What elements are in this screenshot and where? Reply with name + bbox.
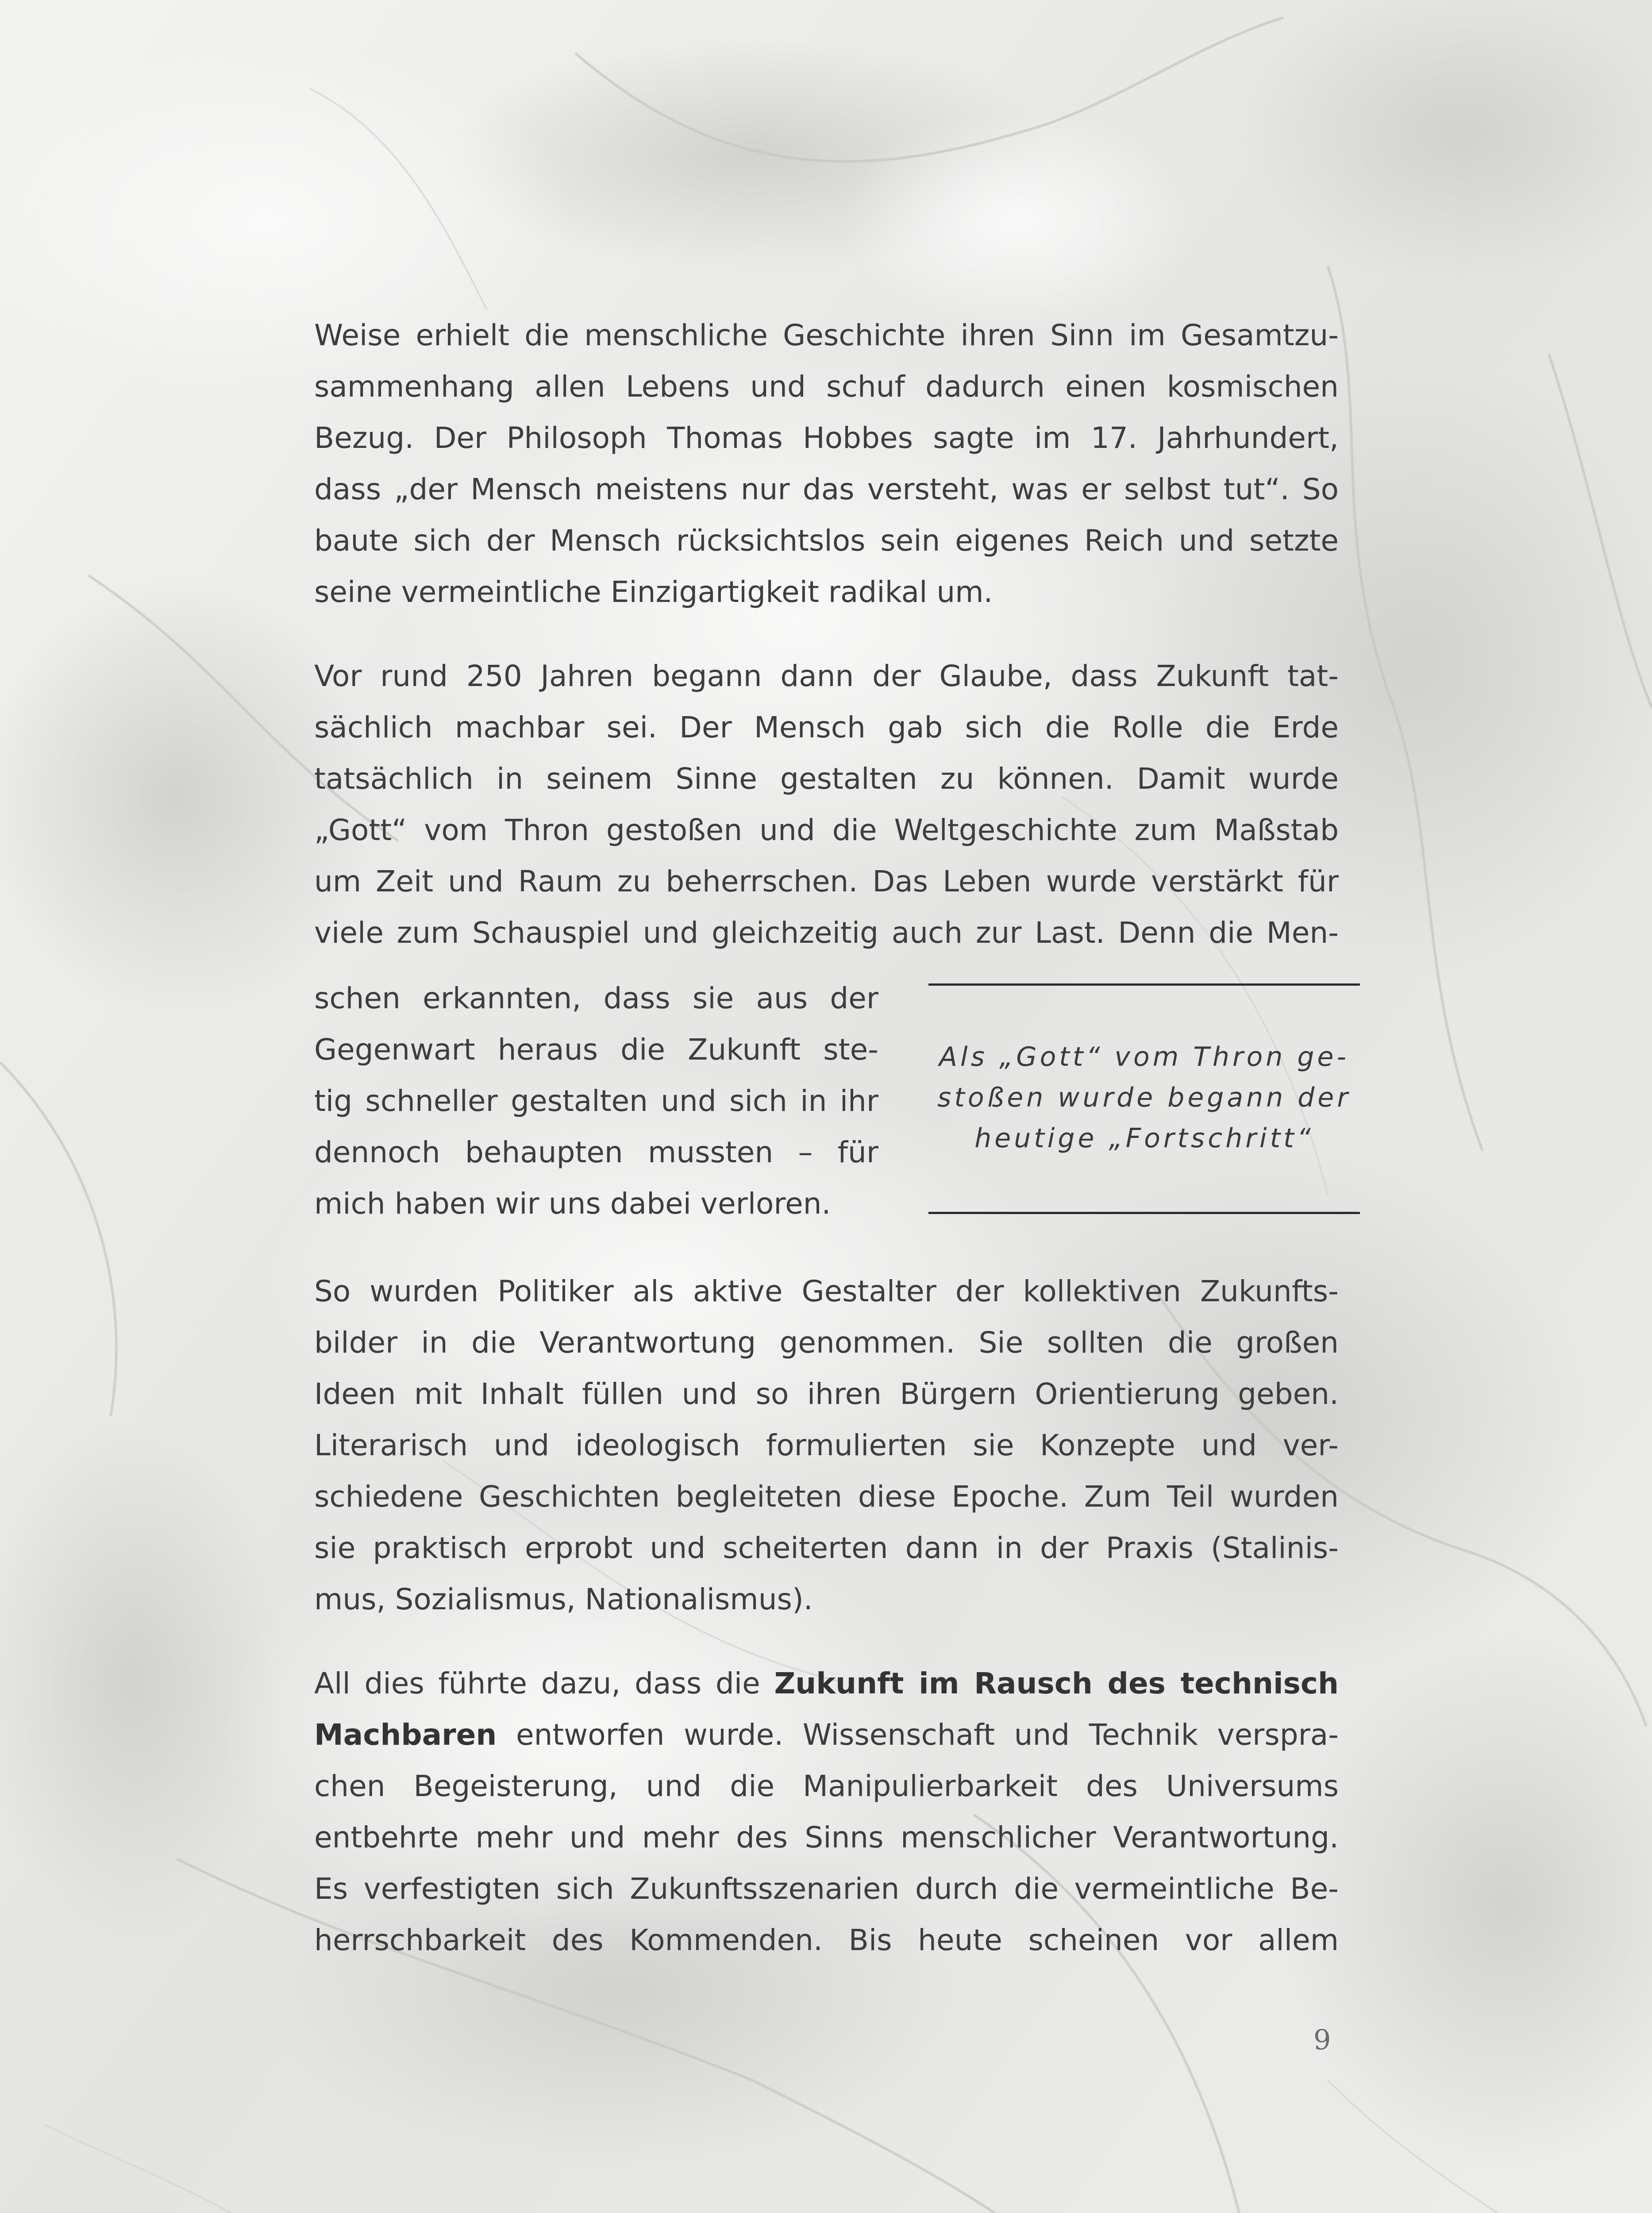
paragraph-4 (314, 1658, 1339, 1966)
paragraph-2-narrow-block (314, 973, 878, 1230)
paragraph-4-bold-phrase: Zukunft im Rausch des technisch (774, 1666, 1339, 1700)
paragraph-2-narrow-line: schen erkannten, dass sie aus der (314, 981, 878, 1015)
paragraph-2-line: Vor rund 250 Jahren begann dann der Glaube, dass Zukunft tat- (314, 659, 1339, 693)
paragraph-4-line: Es verfestigten sich Zukunftsszenarien durch die vermeintliche Be- (314, 1872, 1339, 1906)
paragraph-3-line: bilder in die Verantwortung genommen. Sie sollten die großen (314, 1326, 1339, 1360)
page-number: 9 (1313, 2024, 1331, 2056)
paragraph-4-line: herrschbarkeit des Kommenden. Bis heute scheinen vor allem (314, 1923, 1339, 1957)
paragraph-4-line-2-rest: entworfen wurde. Wissenschaft und Technik verspra- (497, 1718, 1339, 1752)
pull-quote (928, 983, 1360, 1214)
paragraph-2-line: um Zeit und Raum zu beherrschen. Das Leben wurde verstärkt für (314, 864, 1339, 898)
pull-quote-top-rule (928, 983, 1360, 986)
paragraph-2-narrow-line: tig schneller gestalten und sich in ihr (314, 1084, 878, 1118)
paragraph-3-line: mus, Sozialismus, Nationalismus). (314, 1582, 813, 1616)
paragraph-1-line: seine vermeintliche Einzigartigkeit radikal um. (314, 575, 993, 609)
paragraph-3-line: schiedene Geschichten begleiteten diese Epoche. Zum Teil wurden (314, 1480, 1339, 1514)
body-text-lower (314, 1266, 1339, 1966)
pull-quote-text (928, 1037, 1360, 1159)
paragraph-2-line: „Gott“ vom Thron gestoßen und die Weltgeschichte zum Maßstab (314, 813, 1339, 847)
paragraph-3 (314, 1266, 1339, 1625)
paragraph-4-line: chen Begeisterung, und die Manipulierbarkeit des Universums (314, 1769, 1339, 1803)
paragraph-3-line: So wurden Politiker als aktive Gestalter der kollektiven Zukunfts- (314, 1274, 1339, 1308)
paragraph-1-line: sammenhang allen Lebens und schuf dadurch einen kosmischen (314, 370, 1339, 404)
paragraph-1-line: baute sich der Mensch rücksichtslos sein eigenes Reich und setzte (314, 524, 1339, 558)
paragraph-2-narrow-line: mich haben wir uns dabei verloren. (314, 1187, 831, 1221)
body-text-upper (314, 310, 1339, 959)
pull-quote-bottom-rule (928, 1212, 1360, 1214)
paragraph-2-line: tatsächlich in seinem Sinne gestalten zu können. Damit wurde (314, 762, 1339, 796)
paragraph-3-line: sie praktisch erprobt und scheiterten dann in der Praxis (Stalinis- (314, 1531, 1339, 1565)
pull-quote-line: stoßen wurde begann der (937, 1082, 1351, 1113)
paragraph-4-bold-phrase: Machbaren (314, 1718, 497, 1752)
paragraph-4-line: entbehrte mehr und mehr des Sinns menschlicher Verantwortung. (314, 1820, 1339, 1854)
paragraph-2 (314, 651, 1339, 959)
paragraph-4-line-1-prefix: All dies führte dazu, dass die (314, 1666, 774, 1700)
paragraph-2-narrow-line: Gegenwart heraus die Zukunft ste- (314, 1033, 878, 1067)
paragraph-1 (314, 310, 1339, 618)
paragraph-3-line: Ideen mit Inhalt füllen und so ihren Bürgern Orientierung geben. (314, 1377, 1339, 1411)
paragraph-4-line (314, 1658, 1339, 1709)
paragraph-1-line: Bezug. Der Philosoph Thomas Hobbes sagte im 17. Jahrhundert, (314, 421, 1339, 455)
paragraph-1-line: Weise erhielt die menschliche Geschichte ihren Sinn im Gesamtzu- (314, 318, 1339, 352)
paragraph-3-line: Literarisch und ideologisch formulierten sie Konzepte und ver- (314, 1428, 1339, 1462)
pull-quote-line: heutige „Fortschritt“ (974, 1123, 1314, 1154)
pull-quote-line: Als „Gott“ vom Thron ge- (939, 1041, 1350, 1072)
paragraph-2-narrow-line: dennoch behaupten mussten – für (314, 1135, 878, 1169)
paragraph-2-line: viele zum Schauspiel und gleichzeitig auch zur Last. Denn die Men- (314, 916, 1339, 950)
paragraph-4-line (314, 1709, 1339, 1761)
paragraph-2-line: sächlich machbar sei. Der Mensch gab sich die Rolle die Erde (314, 710, 1339, 744)
paragraph-1-line: dass „der Mensch meistens nur das versteht, was er selbst tut“. So (314, 472, 1339, 506)
